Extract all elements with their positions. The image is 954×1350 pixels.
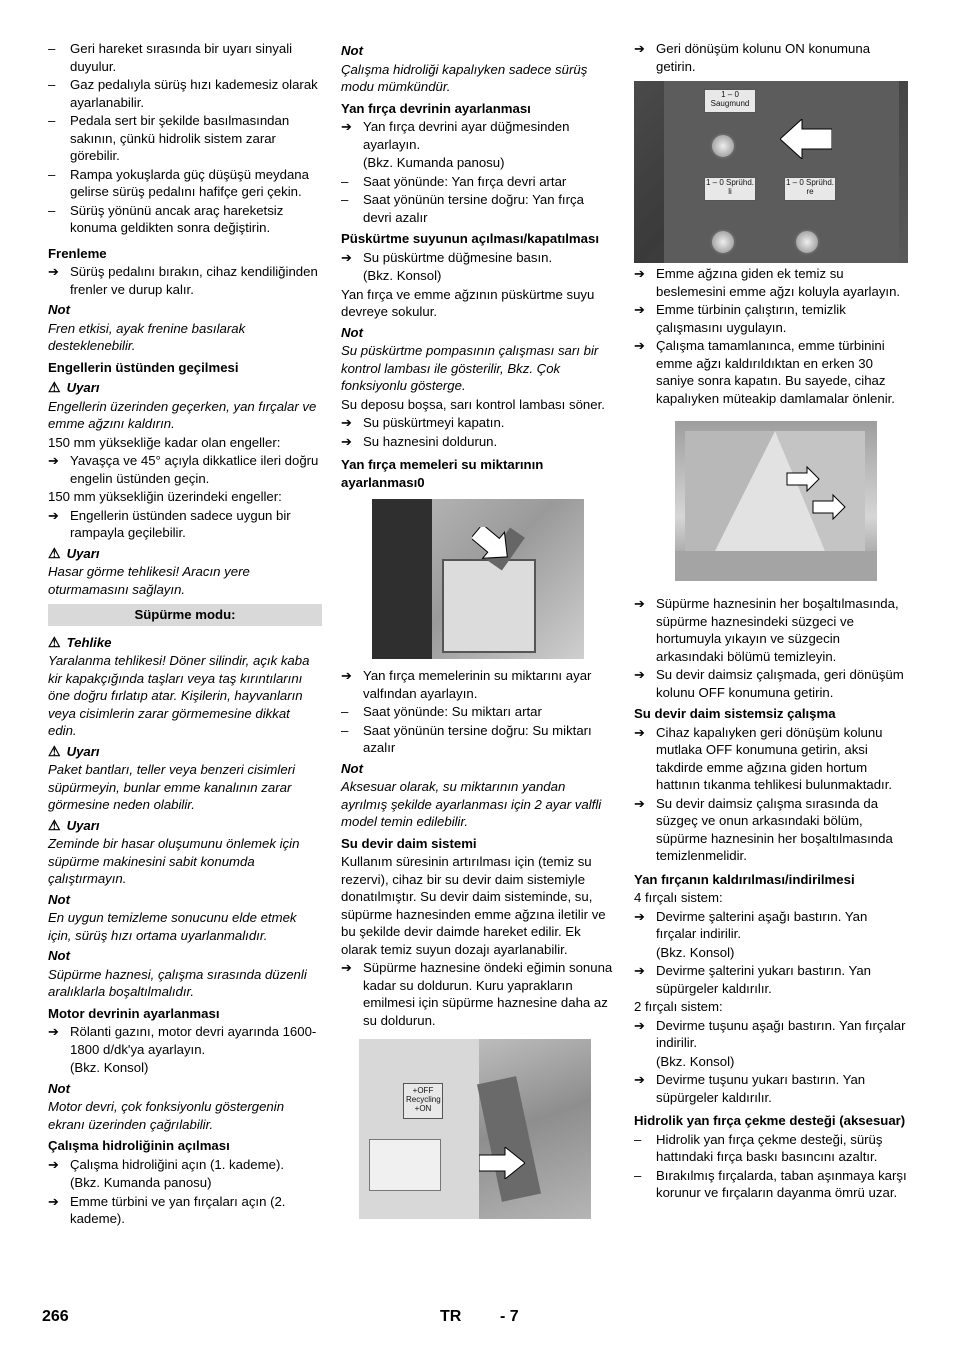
arrow-icon: ➔ — [634, 963, 646, 978]
spruh-re-label: 1 – 0 Sprühd. re — [784, 177, 836, 201]
step-item: ➔ Su püskürtmeyi kapatın. — [341, 415, 505, 430]
arrow-icon: ➔ — [341, 960, 353, 975]
step-item: ➔ Cihaz kapalıyken geri dönüşüm kolunu mutlaka OFF konumuna getirin, aksi takdirde emme ağzına giden hortum hattının tıkanma tehlikesi bulunmaktadır. — [634, 724, 893, 792]
arrow-icon — [472, 527, 512, 561]
note-heading: Not — [48, 1080, 70, 1096]
body-text: Kullanım süresinin artırılması için (temiz su rezervi), cihaz bir su devir daim sistemiyle donatılmıştır. Su devir daim sisteminde, su, süpürme haznesinden emme ağzına iletilir ve bu şekilde devir daimde hareket edilir. Ek olarak temiz suyun dozajı ayarlanabilir. — [341, 854, 606, 957]
note-heading: Not — [341, 324, 363, 340]
arrow-icon: ➔ — [634, 266, 646, 281]
section-heading: Su devir daim sistemsiz çalışma — [634, 706, 836, 721]
step-item: ➔ Devirme şalterini yukarı bastırın. Yan süpürgeler kaldırılır. — [634, 963, 871, 996]
arrow-icon: ➔ — [341, 415, 353, 430]
section-heading: Yan fırçanın kaldırılması/indirilmesi — [634, 871, 855, 887]
reference-text: (Bkz. Konsol) — [363, 268, 442, 283]
arrow-icon: ➔ — [48, 507, 60, 523]
reference-text: (Bkz. Konsol) — [656, 944, 735, 960]
warning-text: Hasar görme tehlikesi! Aracın yere oturmamasını sağlayın. — [48, 564, 250, 597]
step-item: ➔ Çalışma tamamlanınca, emme türbinini emme ağzı kaldırıldıktan en erken 30 saniye sonra kapatın. Bu sayede, cihaz kapalıyken müteakip damlamalar önlenir. — [634, 338, 895, 406]
step-item: ➔ Su devir daimsiz çalışmada, geri dönüşüm kolunu OFF konumuna getirin. — [634, 667, 904, 700]
valve-photo — [372, 499, 584, 659]
body-text: Su deposu boşsa, sarı kontrol lambası söner. — [341, 396, 605, 412]
list-item: – Saat yönünde: Su miktarı artar — [341, 704, 542, 719]
arrow-icon: ➔ — [634, 1017, 646, 1033]
lever-icon — [794, 229, 820, 255]
warning-heading: ⚠ Uyarı — [48, 742, 100, 759]
list-item: – Geri hareket sırasında bir uyarı sinyali duyulur. — [48, 41, 293, 74]
step-item: ➔ Emme türbinin çalıştırın, temizlik çalışmasını uygulayın. — [634, 302, 846, 335]
note-text: Fren etkisi, ayak frenine basılarak desteklenebilir. — [48, 320, 246, 353]
section-heading: Yan fırça devrinin ayarlanması — [341, 100, 531, 116]
arrow-icon: ➔ — [48, 1193, 60, 1209]
arrow-icon: ➔ — [48, 453, 60, 468]
arrow-icon: ➔ — [341, 119, 353, 134]
step-item: ➔ Yan fırça devrini ayar düğmesinden ayarlayın. — [341, 119, 570, 152]
arrow-icon: ➔ — [634, 908, 646, 924]
section-heading: Çalışma hidroliğinin açılması — [48, 1138, 230, 1153]
warning-triangle-icon: ⚠ — [48, 544, 61, 561]
warning-heading: ⚠ Uyarı — [48, 544, 100, 561]
step-item: ➔ Su püskürtme düğmesine basın. — [341, 249, 553, 265]
column-3 — [634, 40, 908, 1203]
step-item: ➔ Rölanti gazını, motor devri ayarında 1600-1800 d/dk'ya ayarlayın. — [48, 1024, 317, 1057]
arrow-icon: ➔ — [634, 41, 646, 56]
section-heading: Frenleme — [48, 245, 107, 261]
recycling-label: +OFF Recycling +ON — [403, 1083, 443, 1119]
recycling-valve-photo — [359, 1039, 591, 1219]
arrow-icon: ➔ — [48, 1156, 60, 1172]
danger-text: Yaralanma tehlikesi! Döner silindir, açık kaba kir kapakçığında taşları veya taş kırıntılarını öne doğru fırlatıp atar. Kişilerin, hayvanların veya cisimlerin zarar görmemesine dikkat edin. — [48, 653, 310, 738]
step-item: ➔ Geri dönüşüm kolunu ON konumuna getirin. — [634, 41, 871, 74]
note-text: Süpürme haznesi, çalışma sırasında düzenli aralıklarla boşaltılmalıdır. — [48, 966, 307, 999]
list-item: – Hidrolik yan fırça çekme desteği, sürüş hattındaki fırça baskı basıncını azaltır. — [634, 1131, 883, 1164]
section-band: Süpürme modu: — [48, 604, 322, 626]
list-item: – Saat yönünün tersine doğru: Yan fırça devri azalır — [341, 192, 584, 225]
page-number: 266 — [42, 1308, 69, 1325]
list-item: – Gaz pedalıyla sürüş hızı kademesiz olarak ayarlanabilir. — [48, 77, 318, 110]
warning-text: Zeminde bir hasar oluşumunu önlemek için süpürme makinesini sabit konumda çalıştırmayın. — [48, 836, 300, 886]
warning-heading: ⚠ Uyarı — [48, 816, 100, 833]
note-text: Su püskürtme pompasının çalışması sarı bir kontrol lambası ile gösterilir, Bkz. Çok fonksiyonlu gösterge. — [341, 343, 599, 393]
section-heading: Su devir daim sistemi — [341, 835, 477, 851]
sub-page-number: - 7 — [500, 1308, 519, 1325]
step-item: ➔ Süpürme haznesinin her boşaltılmasında, süpürme haznesindeki süzgeci ve hortumuyla yıkayın ve süzgecin arkasındaki bölümü temizleyin. — [634, 596, 899, 664]
list-item: – Saat yönünde: Yan fırça devri artar — [341, 173, 567, 189]
list-item: – Saat yönünün tersine doğru: Su miktarı azalır — [341, 722, 592, 755]
arrow-icon: ➔ — [634, 1072, 646, 1087]
step-item: ➔ Su haznesini doldurun. — [341, 433, 498, 449]
language-code: TR — [440, 1308, 462, 1325]
arrow-icon — [780, 119, 832, 159]
section-heading: Yan fırça memeleri su miktarının ayarlanması0 — [341, 457, 544, 490]
warning-text: Engellerin üzerinden geçerken, yan fırçalar ve emme ağzını kaldırın. — [48, 398, 317, 431]
note-heading: Not — [341, 43, 363, 58]
arrow-icon: ➔ — [48, 264, 60, 279]
step-item: ➔ Süpürme haznesine öndeki eğimin sonuna kadar su doldurun. Kuru yaprakların emilmesi için süpürme haznesine daha az su doldurun. — [341, 960, 613, 1028]
hopper-drawing — [675, 421, 877, 581]
reference-text: (Bkz. Konsol) — [70, 1060, 149, 1075]
step-item: ➔ Su devir daimsiz çalışma sırasında da süzgeç ve onun arkasındaki bölüm, süpürme haznesinin her boşaltılmasında temizlenmelidir. — [634, 795, 893, 863]
body-text: 150 mm yüksekliğin üzerindeki engeller: — [48, 489, 282, 504]
section-heading: Hidrolik yan fırça çekme desteği (aksesuar) — [634, 1113, 906, 1128]
arrow-icon: ➔ — [341, 249, 353, 265]
arrow-icon: ➔ — [634, 667, 646, 682]
saugmund-label: 1 – 0 Saugmund — [704, 89, 756, 113]
section-heading: Motor devrinin ayarlanması — [48, 1005, 220, 1021]
note-text: Çalışma hidroliği kapalıyken sadece sürüş modu mümkündür. — [341, 61, 588, 94]
note-text: En uygun temizleme sonucunu elde etmek için, sürüş hızı ortama uyarlanmalıdır. — [48, 910, 297, 943]
body-text: Yan fırça ve emme ağzının püskürtme suyu devreye sokulur. — [341, 286, 595, 319]
warning-triangle-icon: ⚠ — [48, 816, 61, 833]
arrow-icon: ➔ — [48, 1024, 60, 1039]
body-text: 2 fırçalı sistem: — [634, 999, 723, 1014]
note-heading: Not — [341, 760, 363, 776]
section-heading: Engellerin üstünden geçilmesi — [48, 359, 239, 375]
note-text: Aksesuar olarak, su miktarının yandan ayrılmış şekilde ayarlanması için 2 ayar valfli model temin edilebilir. — [341, 779, 602, 829]
step-item: ➔ Devirme tuşunu aşağı bastırın. Yan fırçalar indirilir. — [634, 1017, 906, 1050]
note-heading: Not — [48, 302, 70, 317]
lever-icon — [710, 133, 736, 159]
reference-text: (Bkz. Konsol) — [656, 1053, 735, 1069]
step-item: ➔ Yavaşça ve 45° açıyla dikkatlice ileri doğru engelin üstünden geçin. — [48, 453, 319, 486]
step-item: ➔ Engellerin üstünden sadece uygun bir rampayla geçilebilir. — [48, 507, 291, 540]
arrow-icon: ➔ — [634, 302, 646, 317]
warning-triangle-icon: ⚠ — [48, 742, 61, 759]
warning-text: Paket bantları, teller veya benzeri cisimleri süpürmeyin, bunlar emme kanalının zarar görmesine neden olabilir. — [48, 762, 296, 812]
step-item: ➔ Emme ağzına giden ek temiz su beslemesini emme ağzı koluyla ayarlayın. — [634, 266, 901, 299]
column-2 — [341, 40, 615, 1227]
warning-triangle-icon: ⚠ — [48, 633, 61, 650]
list-item: – Rampa yokuşlarda güç düşüşü meydana gelirse sürüş pedalını hafifçe geri çekin. — [48, 166, 309, 199]
hopper-photo — [675, 421, 877, 581]
list-item: – Sürüş yönünü ancak araç hareketsiz konuma geldikten sonra değiştirin. — [48, 202, 284, 235]
note-heading: Not — [48, 948, 70, 963]
warning-heading: ⚠ Uyarı — [48, 379, 100, 395]
step-item: ➔ Yan fırça memelerinin su miktarını ayar valfından ayarlayın. — [341, 668, 592, 701]
reference-text: (Bkz. Kumanda panosu) — [363, 155, 505, 170]
list-item: – Pedala sert bir şekilde basılmasından sakının, çünkü hidrolik sistem zarar görebilir. — [48, 113, 290, 163]
note-text: Motor devri, çok fonksiyonlu göstergenin ekranı üzerinden çağrılabilir. — [48, 1099, 285, 1132]
body-text: 4 fırçalı sistem: — [634, 890, 723, 905]
arrow-icon: ➔ — [634, 596, 646, 611]
lever-icon — [710, 229, 736, 255]
arrow-icon: ➔ — [634, 724, 646, 740]
arrow-icon: ➔ — [341, 668, 353, 683]
step-item: ➔ Çalışma hidroliğini açın (1. kademe). — [48, 1156, 285, 1172]
arrow-icon: ➔ — [341, 433, 353, 449]
arrow-icon: ➔ — [634, 338, 646, 353]
spruh-li-label: 1 – 0 Sprühd. li — [704, 177, 756, 201]
arrow-icon: ➔ — [634, 795, 646, 811]
column-1 — [48, 40, 322, 1229]
step-item: ➔ Devirme şalterini aşağı bastırın. Yan fırçalar indirilir. — [634, 908, 868, 941]
body-text: 150 mm yüksekliğe kadar olan engeller: — [48, 434, 281, 450]
arrow-icon — [479, 1147, 525, 1179]
list-item: – Bırakılmış fırçalarda, taban aşınmaya karşı korunur ve fırçaların dayanma ömrü uzar. — [634, 1167, 907, 1200]
section-heading: Püskürtme suyunun açılması/kapatılması — [341, 231, 599, 246]
warning-triangle-icon: ⚠ — [48, 379, 61, 395]
lever-panel-photo — [634, 81, 908, 263]
step-item: ➔ Sürüş pedalını bırakın, cihaz kendiliğinden frenler ve durup kalır. — [48, 264, 318, 297]
note-heading: Not — [48, 891, 70, 907]
step-item: ➔ Emme türbini ve yan fırçaları açın (2. kademe). — [48, 1193, 286, 1226]
danger-heading: ⚠ Tehlike — [48, 633, 112, 650]
step-item: ➔ Devirme tuşunu yukarı bastırın. Yan süpürgeler kaldırılır. — [634, 1072, 866, 1105]
reference-text: (Bkz. Kumanda panosu) — [70, 1175, 212, 1190]
